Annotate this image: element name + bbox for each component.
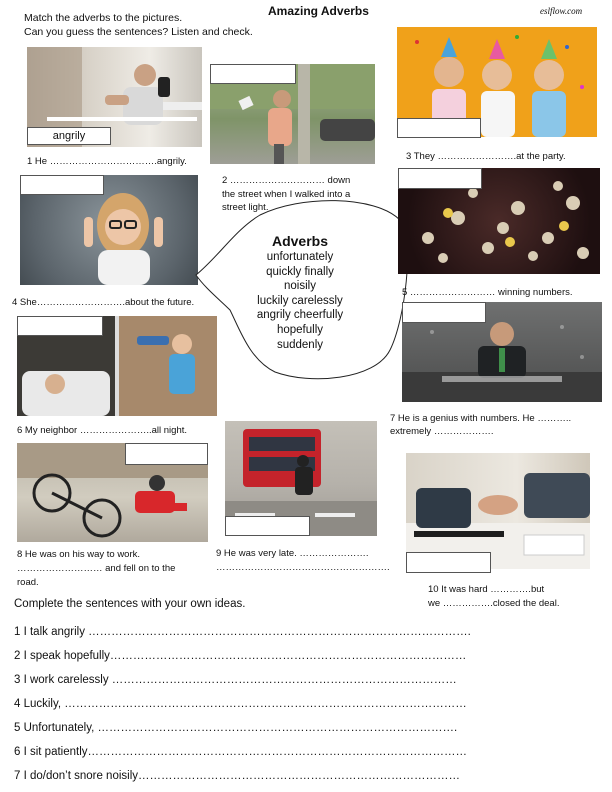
caption-8a: 8 He was on his way to work.: [17, 549, 141, 560]
adverb-word: quickly finally: [266, 265, 334, 278]
page-title: Amazing Adverbs: [268, 4, 369, 18]
adverb-word: suddenly: [276, 338, 324, 351]
adverb-word: angrily cheerfully: [256, 309, 344, 322]
answer-box-10[interactable]: [406, 552, 491, 573]
answer-box-3[interactable]: [397, 118, 481, 138]
caption-2b: the street when I walked into a: [222, 189, 351, 200]
caption-1: 1 He …………………………….angrily.: [27, 156, 187, 167]
caption-10b: we …………….closed the deal.: [428, 598, 560, 609]
caption-10a: 10 It was hard ………….but: [428, 584, 545, 595]
caption-5: 5 ……………………… winning numbers.: [402, 287, 573, 298]
caption-7b: extremely ……………….: [390, 426, 494, 437]
sentence-line-1[interactable]: 1 I talk angrily ……………………………………………………………………………………….: [14, 626, 471, 638]
caption-6: 6 My neighbor …………………..all night.: [17, 425, 188, 436]
adverb-word: hopefully: [276, 323, 324, 336]
sentence-line-3[interactable]: 3 I work carelessly ………………………………………………………………………………: [14, 674, 457, 686]
caption-2c: street light.: [222, 202, 269, 213]
adverb-word: unfortunately: [266, 251, 334, 263]
caption-8b: ……………………… and fell on to the: [17, 563, 176, 574]
sentence-line-6[interactable]: 6 I sit patiently………………………………………………………………………………………: [14, 746, 468, 758]
answer-box-6[interactable]: [17, 316, 103, 336]
sentence-line-7[interactable]: 7 I do/don’t snore noisily…………………………………………………………………………: [14, 770, 461, 782]
adverbs-word-list: [235, 250, 365, 352]
caption-9a: 9 He was very late. ………………….: [216, 548, 369, 559]
answer-box-2[interactable]: [210, 64, 296, 84]
answer-box-1[interactable]: angrily: [27, 127, 111, 145]
adverb-word: luckily carelessly: [257, 294, 343, 307]
answer-box-4[interactable]: [20, 175, 104, 195]
adverb-word: noisily: [284, 280, 316, 293]
caption-8c: road.: [17, 577, 39, 588]
sentence-line-4[interactable]: 4 Luckily, ……………………………………………………………………………………………: [14, 698, 467, 710]
sentence-line-5[interactable]: 5 Unfortunately, ………………………………………………………………………………….: [14, 722, 458, 734]
caption-4: 4 She……………………….about the future.: [12, 297, 195, 308]
answer-box-5[interactable]: [398, 168, 482, 189]
answer-box-9[interactable]: [225, 516, 310, 536]
caption-9b: ……………………………………………….: [216, 562, 390, 573]
instruction-line-2: Can you guess the sentences? Listen and check.: [24, 26, 253, 38]
answer-box-8[interactable]: [125, 443, 208, 465]
section-instruction: Complete the sentences with your own ideas.: [14, 598, 246, 610]
brand-logo: eslflow.com: [540, 6, 583, 16]
sentence-line-2[interactable]: 2 I speak hopefully…………………………………………………………………………………: [14, 650, 467, 662]
adverbs-heading: Adverbs: [271, 233, 329, 249]
caption-7a: 7 He is a genius with numbers. He ………..: [390, 413, 572, 424]
caption-2a: 2 ………………………… down: [222, 175, 351, 186]
instruction-line-1: Match the adverbs to the pictures.: [24, 12, 183, 24]
caption-3: 3 They …………………….at the party.: [406, 151, 566, 162]
answer-box-7[interactable]: [402, 302, 486, 323]
